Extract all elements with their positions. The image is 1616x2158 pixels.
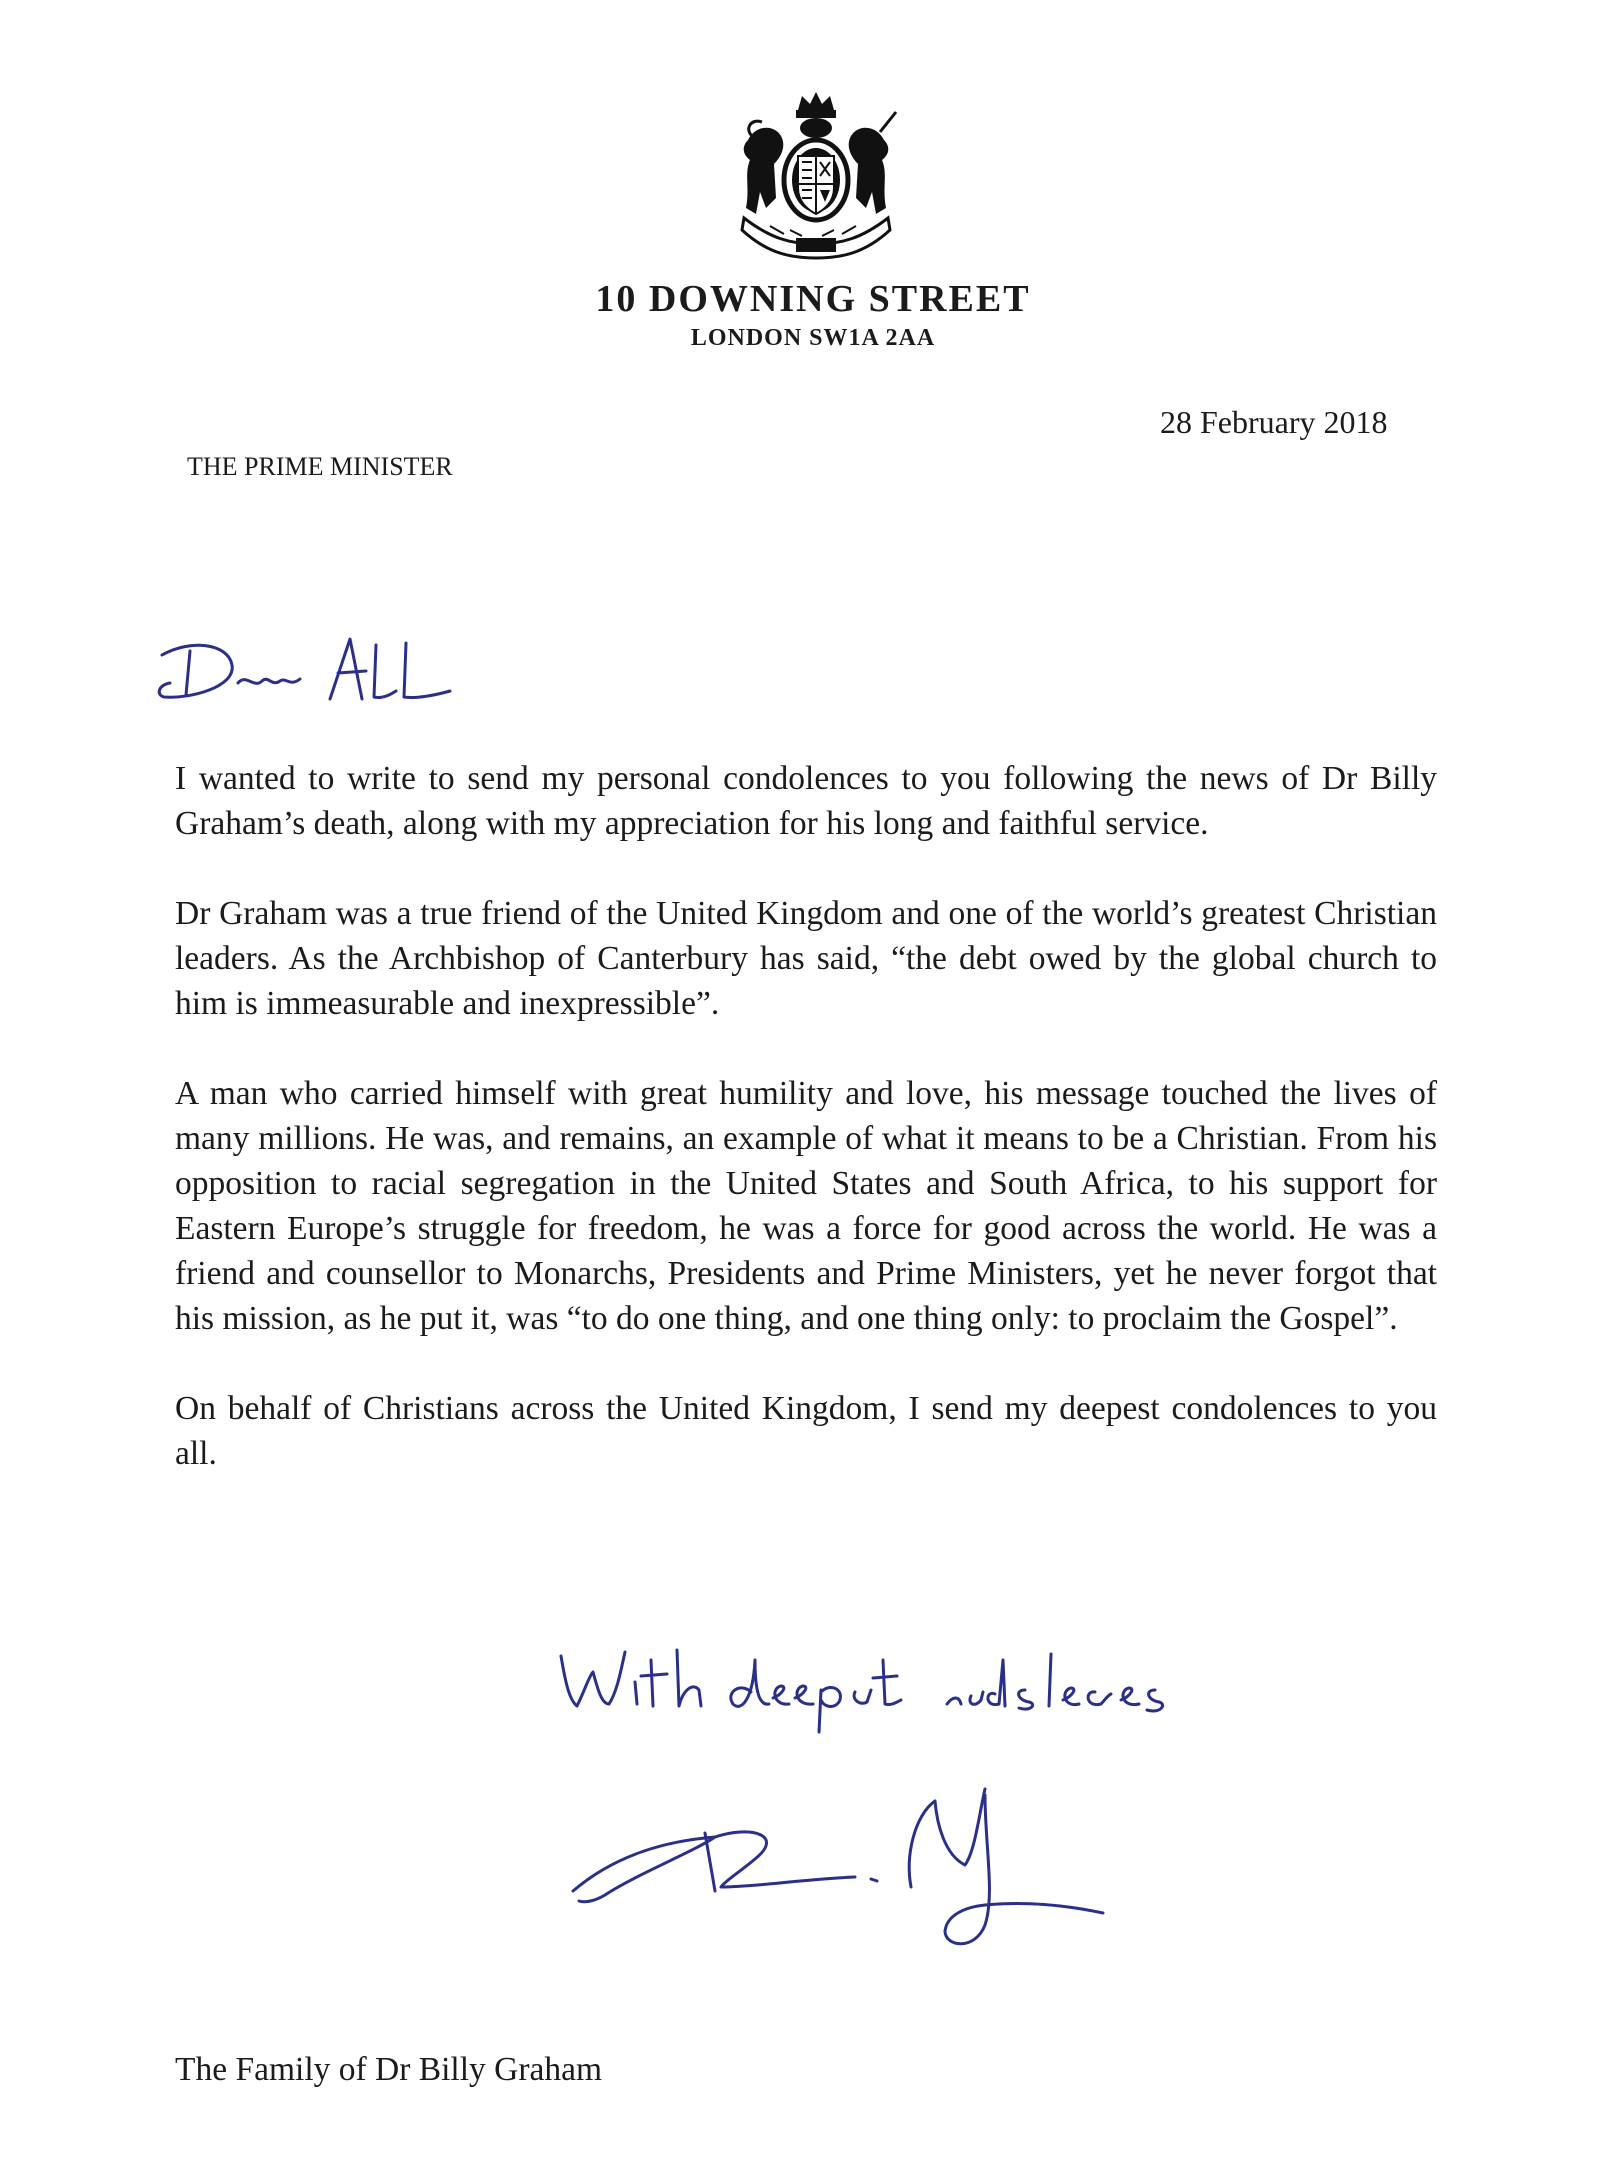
body-paragraph: On behalf of Christians across the United Kingdom, I send my deepest condolences to you all. <box>175 1390 1437 1472</box>
letterhead-street: 10 DOWNING STREET <box>595 278 1031 320</box>
body-paragraph: I wanted to write to send my personal condolences to you following the news of Dr Billy Graham’s death, along with my appreciation for his long and faithful service. <box>175 760 1437 842</box>
body-paragraph: A man who carried himself with great humility and love, his message touched the lives of many millions. He was, and remains, an example of what it means to be a Christian. From his opposition to racial segregation in the United States and South Africa, to his support for Eastern Europe’s struggle for freedom, he was a force for good across the world. He was a friend and counsellor to Monarchs, Presidents and Prime Ministers, yet he never forgot that his mission, as he put it, was “to do one thing, and one thing only: to proclaim the Gospel”. <box>175 1075 1437 1337</box>
recipient-line: The Family of Dr Billy Graham <box>175 2051 603 2088</box>
handwritten-salutation <box>150 625 470 725</box>
letter-body <box>175 756 1437 1521</box>
body-paragraph: Dr Graham was a true friend of the United Kingdom and one of the world’s greatest Christian leaders. As the Archbishop of Canterbury has said, “the debt owed by the global church to him is immeasurable and inexpressible”. <box>175 895 1437 1022</box>
letterhead-address <box>0 275 1616 353</box>
signature-icon <box>565 1755 1125 1955</box>
sender-title: THE PRIME MINISTER <box>187 452 453 481</box>
letterhead-city: LONDON SW1A 2AA <box>690 325 936 351</box>
letter-date: 28 February 2018 <box>1160 404 1388 440</box>
royal-coat-of-arms-icon <box>730 88 902 260</box>
handwritten-closing <box>555 1620 1290 1760</box>
